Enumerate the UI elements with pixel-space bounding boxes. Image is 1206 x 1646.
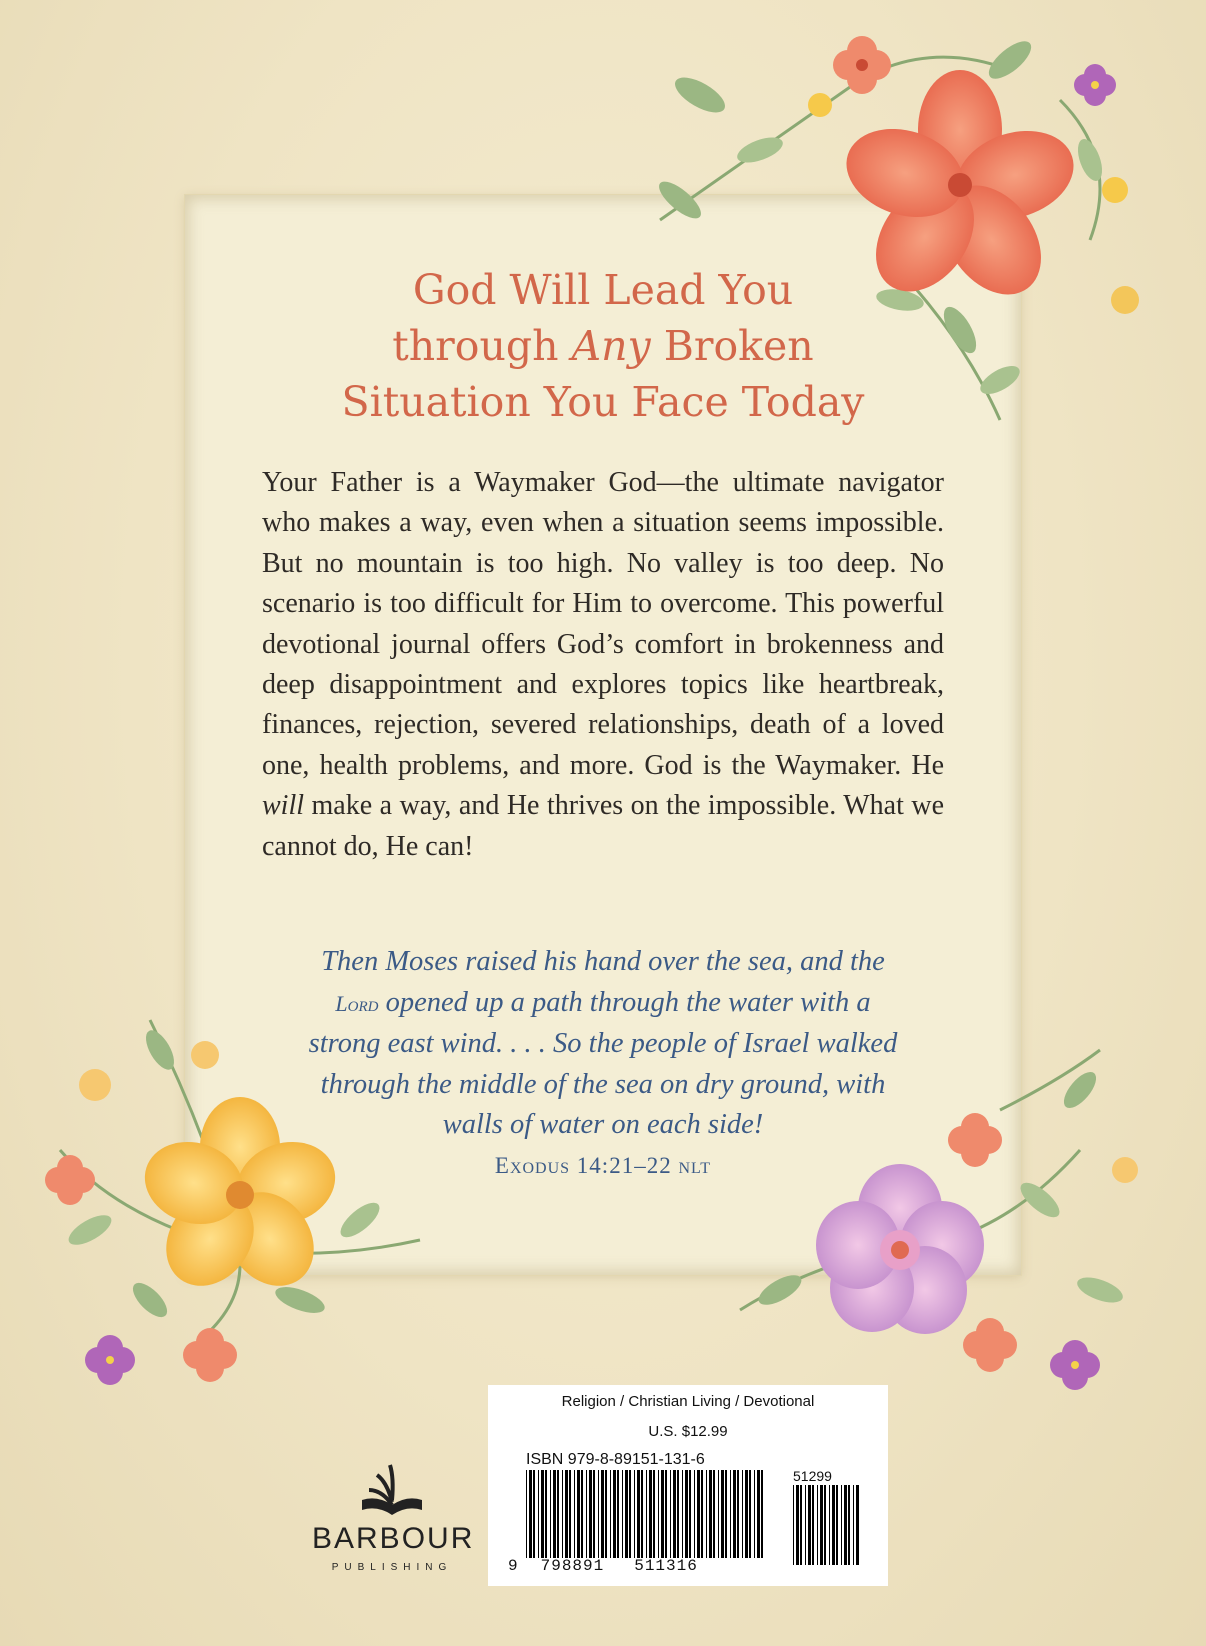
- description-part-2: make a way, and He thrives on the impossible. What we cannot do, He can!: [262, 790, 944, 862]
- barcode-bar: [701, 1470, 703, 1558]
- barcode-bar: [853, 1485, 854, 1565]
- barcode-digits-right: 511316: [634, 1557, 698, 1575]
- barcode-bar: [841, 1485, 842, 1565]
- barcode-bar: [677, 1470, 679, 1558]
- barcode-bar: [713, 1470, 715, 1558]
- isbn-text: ISBN 979-8-89151-131-6: [526, 1451, 705, 1468]
- barcode-bar: [694, 1470, 695, 1558]
- price-addon-code: 51299: [793, 1468, 832, 1484]
- barcode-bar: [742, 1470, 743, 1558]
- barcode-bar: [793, 1485, 794, 1565]
- barcode-bar: [761, 1470, 763, 1558]
- description-emphasis: will: [262, 790, 305, 822]
- barcode-bar: [844, 1485, 847, 1565]
- barcode-bar: [601, 1470, 604, 1558]
- barcode-bar: [538, 1470, 539, 1558]
- barcode-bar: [533, 1470, 535, 1558]
- barcode-bar: [725, 1470, 727, 1558]
- headline-line-2-start: through: [392, 322, 572, 370]
- verse-part-2: opened up a path through the water with a strong east wind. . . . So the people of Israel walked through the middle of the sea on dry ground, with walls of water on each side!: [308, 986, 898, 1140]
- barcode-bar: [685, 1470, 688, 1558]
- barcode-bar: [557, 1470, 559, 1558]
- barcode-bar: [658, 1470, 659, 1558]
- category-text: Religion / Christian Living / Devotional: [561, 1393, 815, 1410]
- price-text: U.S. $12.99: [648, 1423, 728, 1440]
- barcode-bar: [670, 1470, 671, 1558]
- barcode-bar: [605, 1470, 607, 1558]
- description-part-1: Your Father is a Waymaker God—the ultimate navigator who makes a way, even when a situation seems impossible. But no mountain is too high. No valley is too deep. No scenario is too difficult for Him to overcome. This powerful devotional journal offers God’s comfort in brokenness and deep disappointment and explores topics like heartbreak, finances, rejection, severed relationships, death of a loved one, health problems, and more. God is the Waymaker. He: [262, 467, 944, 781]
- barcode-bar: [598, 1470, 599, 1558]
- barcode-bar: [613, 1470, 616, 1558]
- publisher-name: BARBOUR: [312, 1522, 475, 1555]
- addon-barcode: [793, 1485, 863, 1565]
- barcode-bar: [574, 1470, 575, 1558]
- barcode-bar: [832, 1485, 835, 1565]
- barcode-bar: [737, 1470, 739, 1558]
- headline-line-3: Situation You Face Today: [341, 378, 865, 426]
- barcode-bar: [730, 1470, 731, 1558]
- barcode-bar: [622, 1470, 623, 1558]
- barcode-bar: [610, 1470, 611, 1558]
- barcode-bar: [646, 1470, 647, 1558]
- barcode-bar: [808, 1485, 811, 1565]
- verse-part-1: Then Moses raised his hand over the sea, and the: [321, 946, 885, 977]
- barcode-digits-left: 798891: [540, 1557, 605, 1575]
- barcode-bar: [754, 1470, 755, 1558]
- barcode-bar: [824, 1485, 826, 1565]
- barcode-bar: [545, 1470, 547, 1558]
- headline-line-1: God Will Lead You: [412, 266, 794, 314]
- barcode-bar: [550, 1470, 551, 1558]
- headline-line-2-end: Broken: [650, 322, 814, 370]
- barcode-bar: [718, 1470, 719, 1558]
- barcode-bar: [745, 1470, 748, 1558]
- barcode-bar: [581, 1470, 583, 1558]
- description-paragraph: [262, 463, 944, 867]
- isbn-barcode: [526, 1470, 766, 1558]
- barcode-bar: [836, 1485, 838, 1565]
- barcode-bar: [637, 1470, 640, 1558]
- barcode-bar: [817, 1485, 818, 1565]
- barcode-bar: [553, 1470, 556, 1558]
- barcode-digits: [508, 1557, 702, 1575]
- verse-lord-smallcaps: Lord: [335, 990, 379, 1016]
- headline-emphasis: Any: [571, 322, 651, 370]
- barcode-bar: [569, 1470, 571, 1558]
- barcode-bar: [757, 1470, 760, 1558]
- barcode-bar: [565, 1470, 568, 1558]
- barcode-bar: [733, 1470, 736, 1558]
- barcode-bar: [800, 1485, 802, 1565]
- scripture-quote: [300, 942, 906, 1146]
- headline: [260, 262, 946, 430]
- barcode-bar: [649, 1470, 652, 1558]
- barcode-bar: [529, 1470, 532, 1558]
- barcode-bar: [796, 1485, 799, 1565]
- barcode-bar: [661, 1470, 664, 1558]
- barcode-bar: [634, 1470, 635, 1558]
- barcode-bar: [706, 1470, 707, 1558]
- barcode-bar: [625, 1470, 628, 1558]
- barcode-bar: [541, 1470, 544, 1558]
- barcode-bar: [856, 1485, 859, 1565]
- barcode-bar: [820, 1485, 823, 1565]
- barcode-bar: [589, 1470, 592, 1558]
- barcode-bar: [848, 1485, 850, 1565]
- headline-line-2: [260, 318, 946, 374]
- barcode-bar: [812, 1485, 814, 1565]
- barcode-bar: [709, 1470, 712, 1558]
- publisher-logo: [312, 1460, 475, 1590]
- barcode-bar: [629, 1470, 631, 1558]
- scripture-reference: Exodus 14:21–22 nlt: [494, 1153, 712, 1178]
- barcode-bar: [617, 1470, 619, 1558]
- barcode-bar: [689, 1470, 691, 1558]
- barcode-bar: [526, 1470, 527, 1558]
- barcode-bar: [586, 1470, 587, 1558]
- barcode-bar: [577, 1470, 580, 1558]
- publisher-subname: PUBLISHING: [331, 1562, 453, 1573]
- barcode-bar: [682, 1470, 683, 1558]
- barcode-bar: [641, 1470, 643, 1558]
- open-book-logo-icon: [357, 1460, 427, 1520]
- barcode-bar: [673, 1470, 676, 1558]
- barcode-bar: [665, 1470, 667, 1558]
- barcode-bar: [562, 1470, 563, 1558]
- barcode-bar: [749, 1470, 751, 1558]
- barcode-bar: [593, 1470, 595, 1558]
- barcode-bar: [653, 1470, 655, 1558]
- barcode-label: [488, 1385, 888, 1586]
- barcode-bar: [697, 1470, 700, 1558]
- barcode-bar: [721, 1470, 724, 1558]
- barcode-bar: [829, 1485, 830, 1565]
- barcode-bar: [805, 1485, 806, 1565]
- barcode-digit-first: 9: [508, 1557, 519, 1575]
